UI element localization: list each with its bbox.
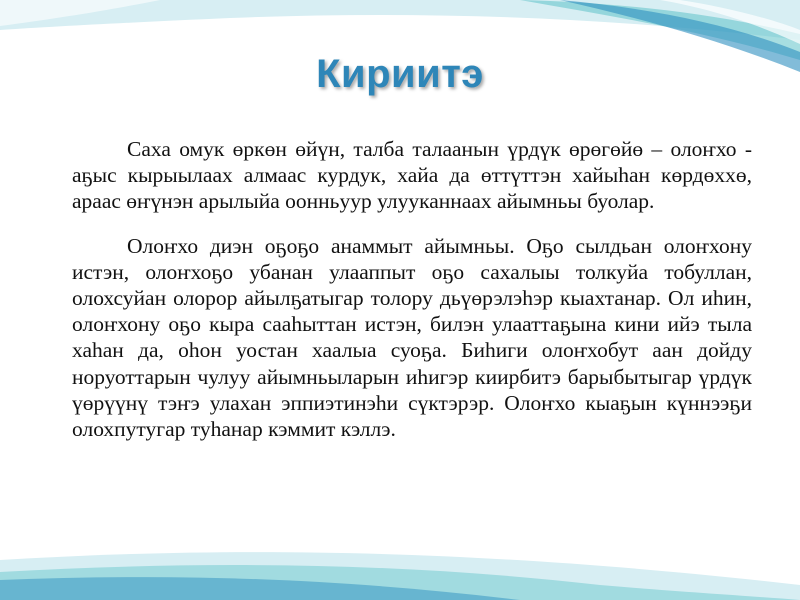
paragraph-2: Олоҥхо диэн оҕоҕо анаммыт айымньы. Оҕо сылдьан олоҥхону истэн, олоҥхоҕо убанан улааппыт оҕо сахалыы толкуйа тобуллан, олохсуйан олорор айылҕатыгар толору дьүөрэлэһэр кыахтанар. Ол иһин, олоҥхону оҕо кыра сааһыттан истэн, билэн улааттаҕына кини ийэ тыла хаһан да, оһон уостан хаалыа суоҕа. Биһиги олоҥхобут аан дойду норуоттарын чулуу айымньыларын иһигэр киирбитэ барыбытыгар үрдүк үөрүүнү тэҥэ улахан эппиэтинэһи сүктэрэр. Олоҥхо кыаҕын күннээҕи олохпутугар туһанар кэммит кэллэ.: [72, 233, 752, 442]
slide-body: [72, 136, 752, 460]
slide-title: Кириитэ: [316, 52, 484, 96]
paragraph-1: Саха омук өркөн өйүн, талба талаанын үрдүк өрөгөйө – олоҥхо - аҕыс кырыылаах алмаас курдук, хайа да өттүттэн хайыһан көрдөххө, араас өҥүнэн арылыйа оонньуур улууканнаах айымньы буолар.: [72, 137, 752, 214]
